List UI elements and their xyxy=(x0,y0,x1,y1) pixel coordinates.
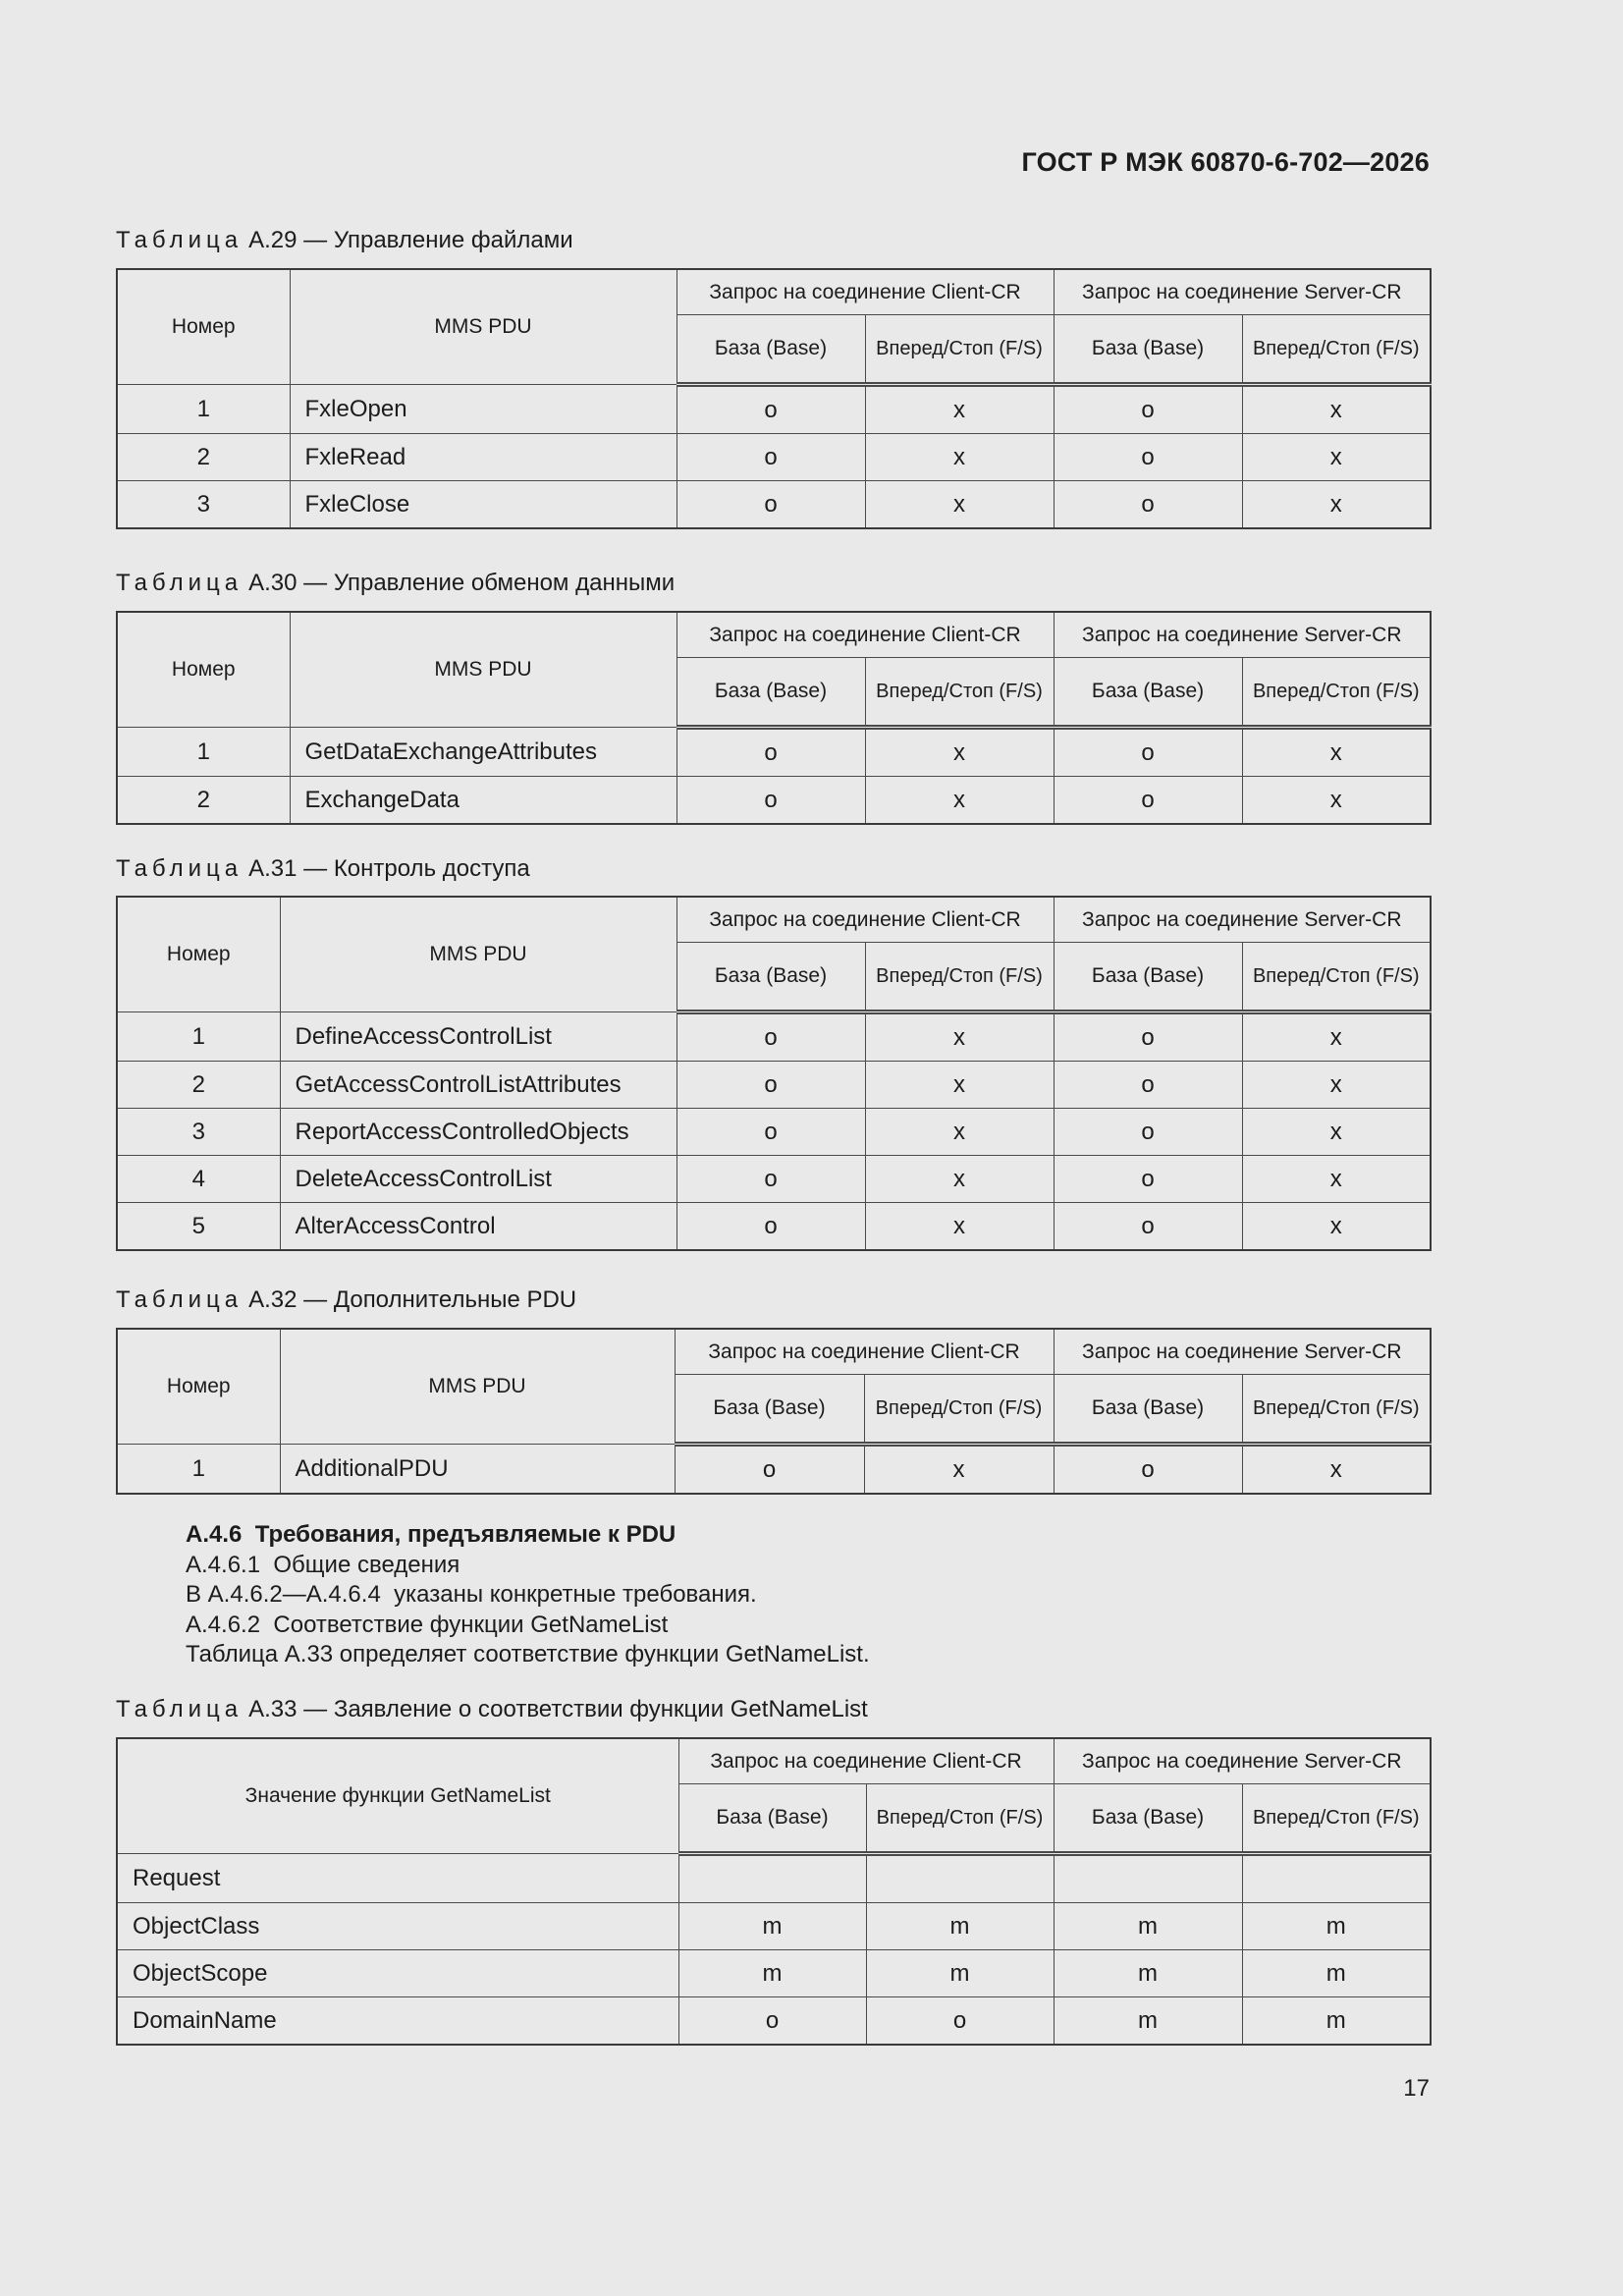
header-fs: Вперед/Стоп (F/S) xyxy=(865,315,1054,385)
cell-client-base: o xyxy=(676,385,865,434)
table-row xyxy=(117,481,1431,529)
header-client-cr: Запрос на соединение Client-CR xyxy=(675,1329,1054,1375)
cell-server-fs: x xyxy=(1242,481,1431,529)
cell-server-base: o xyxy=(1054,385,1242,434)
cell-pdu: AdditionalPDU xyxy=(280,1445,675,1495)
cell-client-fs: x xyxy=(865,481,1054,529)
cell-server-base: o xyxy=(1054,1062,1242,1109)
cell-server-fs: x xyxy=(1242,1203,1431,1251)
header-fs: Вперед/Стоп (F/S) xyxy=(866,1784,1054,1854)
header-server-cr: Запрос на соединение Server-CR xyxy=(1054,269,1431,315)
cell-client-fs: x xyxy=(865,777,1054,825)
cell-client-base: o xyxy=(676,1156,865,1203)
cell-server-fs: x xyxy=(1242,385,1431,434)
cell-value: Request xyxy=(117,1854,678,1903)
cell-server-fs: m xyxy=(1242,1903,1431,1950)
section-line: В А.4.6.2—А.4.6.4 указаны конкретные требования. xyxy=(186,1581,757,1608)
cell-client-fs: x xyxy=(865,1156,1054,1203)
header-base: База (Base) xyxy=(1054,943,1242,1012)
cell-server-base: m xyxy=(1054,1950,1242,1997)
cell-client-fs xyxy=(866,1854,1054,1903)
cell-client-fs: x xyxy=(865,1062,1054,1109)
header-fs: Вперед/Стоп (F/S) xyxy=(1242,658,1431,728)
cell-client-fs: x xyxy=(865,1109,1054,1156)
table-caption-a32: Таблица А.32 — Дополнительные PDU xyxy=(116,1286,577,1313)
table-row xyxy=(117,1156,1431,1203)
cell-number: 1 xyxy=(117,1445,280,1495)
cell-pdu: DefineAccessControlList xyxy=(280,1012,676,1062)
table-row xyxy=(117,1109,1431,1156)
header-fs: Вперед/Стоп (F/S) xyxy=(1242,943,1431,1012)
header-fs: Вперед/Стоп (F/S) xyxy=(864,1375,1054,1445)
cell-client-base: o xyxy=(676,777,865,825)
cell-server-base: m xyxy=(1054,1903,1242,1950)
cell-client-fs: x xyxy=(865,385,1054,434)
table-a32 xyxy=(116,1328,1432,1495)
cell-client-fs: x xyxy=(865,1012,1054,1062)
table-a33 xyxy=(116,1737,1432,2046)
cell-server-fs: x xyxy=(1242,1445,1431,1495)
cell-server-fs: x xyxy=(1242,1012,1431,1062)
header-base: База (Base) xyxy=(676,943,865,1012)
cell-server-base: o xyxy=(1054,777,1242,825)
cell-pdu: FxleRead xyxy=(290,434,676,481)
header-number: Номер xyxy=(117,897,280,1012)
cell-server-base: o xyxy=(1054,1156,1242,1203)
cell-client-fs: m xyxy=(866,1903,1054,1950)
header-base: База (Base) xyxy=(1054,315,1242,385)
table-row xyxy=(117,728,1431,777)
header-fs: Вперед/Стоп (F/S) xyxy=(1242,315,1431,385)
cell-server-base: o xyxy=(1054,1109,1242,1156)
cell-client-fs: m xyxy=(866,1950,1054,1997)
cell-client-base: o xyxy=(678,1997,866,2046)
cell-number: 1 xyxy=(117,385,290,434)
table-a31 xyxy=(116,896,1432,1251)
cell-number: 2 xyxy=(117,434,290,481)
header-base: База (Base) xyxy=(1054,658,1242,728)
header-mms-pdu: MMS PDU xyxy=(290,269,676,385)
cell-pdu: FxleOpen xyxy=(290,385,676,434)
cell-pdu: AlterAccessControl xyxy=(280,1203,676,1251)
cell-server-base: o xyxy=(1054,1203,1242,1251)
section-line: А.4.6.2 Соответствие функции GetNameList xyxy=(186,1611,669,1638)
cell-value: ObjectScope xyxy=(117,1950,678,1997)
table-row xyxy=(117,1445,1431,1495)
section-a-4-6 xyxy=(186,1520,870,1670)
cell-server-fs: x xyxy=(1242,1156,1431,1203)
header-number: Номер xyxy=(117,612,290,728)
cell-number: 1 xyxy=(117,728,290,777)
header-client-cr: Запрос на соединение Client-CR xyxy=(676,269,1054,315)
table-caption-a29: Таблица А.29 — Управление файлами xyxy=(116,227,573,253)
cell-server-fs: x xyxy=(1242,434,1431,481)
cell-client-fs: x xyxy=(865,1203,1054,1251)
table-row xyxy=(117,1903,1431,1950)
cell-client-fs: x xyxy=(865,728,1054,777)
header-getnamelist-value: Значение функции GetNameList xyxy=(117,1738,678,1854)
table-row xyxy=(117,1950,1431,1997)
document-code: ГОСТ Р МЭК 60870-6-702—2026 xyxy=(1021,147,1430,177)
table-a29 xyxy=(116,268,1432,529)
cell-number: 2 xyxy=(117,1062,280,1109)
table-row xyxy=(117,1062,1431,1109)
header-server-cr: Запрос на соединение Server-CR xyxy=(1054,1329,1431,1375)
header-mms-pdu: MMS PDU xyxy=(290,612,676,728)
cell-server-fs: m xyxy=(1242,1997,1431,2046)
table-row xyxy=(117,1203,1431,1251)
cell-server-fs: x xyxy=(1242,1109,1431,1156)
table-row xyxy=(117,1012,1431,1062)
header-base: База (Base) xyxy=(676,658,865,728)
cell-value: DomainName xyxy=(117,1997,678,2046)
table-row xyxy=(117,434,1431,481)
table-caption-a30: Таблица А.30 — Управление обменом данными xyxy=(116,570,676,596)
cell-client-base: o xyxy=(676,728,865,777)
header-fs: Вперед/Стоп (F/S) xyxy=(865,658,1054,728)
cell-server-fs: x xyxy=(1242,728,1431,777)
cell-number: 1 xyxy=(117,1012,280,1062)
table-row xyxy=(117,1854,1431,1903)
cell-value: ObjectClass xyxy=(117,1903,678,1950)
table-a30 xyxy=(116,611,1432,825)
table-caption-a33: Таблица А.33 — Заявление о соответствии функции GetNameList xyxy=(116,1696,868,1722)
cell-number: 3 xyxy=(117,1109,280,1156)
header-client-cr: Запрос на соединение Client-CR xyxy=(678,1738,1054,1784)
header-base: База (Base) xyxy=(1054,1375,1242,1445)
section-heading: А.4.6 Требования, предъявляемые к PDU xyxy=(186,1521,676,1548)
header-base: База (Base) xyxy=(678,1784,866,1854)
cell-client-fs: o xyxy=(866,1997,1054,2046)
header-number: Номер xyxy=(117,269,290,385)
table-row xyxy=(117,777,1431,825)
header-base: База (Base) xyxy=(675,1375,864,1445)
cell-number: 3 xyxy=(117,481,290,529)
cell-client-base: o xyxy=(676,1012,865,1062)
header-fs: Вперед/Стоп (F/S) xyxy=(1242,1784,1431,1854)
cell-client-base xyxy=(678,1854,866,1903)
cell-server-base: m xyxy=(1054,1997,1242,2046)
cell-server-base: o xyxy=(1054,728,1242,777)
cell-server-base xyxy=(1054,1854,1242,1903)
header-base: База (Base) xyxy=(1054,1784,1242,1854)
cell-pdu: DeleteAccessControlList xyxy=(280,1156,676,1203)
header-client-cr: Запрос на соединение Client-CR xyxy=(676,897,1054,943)
cell-server-base: o xyxy=(1054,1012,1242,1062)
cell-client-base: m xyxy=(678,1903,866,1950)
cell-server-base: o xyxy=(1054,481,1242,529)
header-mms-pdu: MMS PDU xyxy=(280,1329,675,1445)
header-number: Номер xyxy=(117,1329,280,1445)
cell-pdu: GetDataExchangeAttributes xyxy=(290,728,676,777)
header-base: База (Base) xyxy=(676,315,865,385)
header-fs: Вперед/Стоп (F/S) xyxy=(865,943,1054,1012)
cell-client-fs: x xyxy=(865,434,1054,481)
cell-number: 4 xyxy=(117,1156,280,1203)
header-mms-pdu: MMS PDU xyxy=(280,897,676,1012)
header-fs: Вперед/Стоп (F/S) xyxy=(1242,1375,1431,1445)
cell-number: 5 xyxy=(117,1203,280,1251)
cell-number: 2 xyxy=(117,777,290,825)
cell-client-base: o xyxy=(675,1445,864,1495)
cell-server-base: o xyxy=(1054,434,1242,481)
section-line: Таблица А.33 определяет соответствие функции GetNameList. xyxy=(186,1641,870,1667)
header-server-cr: Запрос на соединение Server-CR xyxy=(1054,897,1431,943)
header-client-cr: Запрос на соединение Client-CR xyxy=(676,612,1054,658)
header-server-cr: Запрос на соединение Server-CR xyxy=(1054,1738,1431,1784)
cell-client-base: m xyxy=(678,1950,866,1997)
cell-server-fs: x xyxy=(1242,1062,1431,1109)
section-line: А.4.6.1 Общие сведения xyxy=(186,1551,460,1578)
cell-pdu: ExchangeData xyxy=(290,777,676,825)
cell-client-base: o xyxy=(676,481,865,529)
cell-client-base: o xyxy=(676,434,865,481)
table-row xyxy=(117,1997,1431,2046)
cell-server-fs: m xyxy=(1242,1950,1431,1997)
table-caption-a31: Таблица А.31 — Контроль доступа xyxy=(116,855,530,882)
cell-client-base: o xyxy=(676,1062,865,1109)
cell-pdu: GetAccessControlListAttributes xyxy=(280,1062,676,1109)
cell-client-base: o xyxy=(676,1203,865,1251)
cell-client-fs: x xyxy=(864,1445,1054,1495)
cell-client-base: o xyxy=(676,1109,865,1156)
cell-pdu: ReportAccessControlledObjects xyxy=(280,1109,676,1156)
cell-pdu: FxleClose xyxy=(290,481,676,529)
cell-server-base: o xyxy=(1054,1445,1242,1495)
cell-server-fs xyxy=(1242,1854,1431,1903)
page-number: 17 xyxy=(1403,2075,1430,2102)
table-row xyxy=(117,385,1431,434)
cell-server-fs: x xyxy=(1242,777,1431,825)
header-server-cr: Запрос на соединение Server-CR xyxy=(1054,612,1431,658)
